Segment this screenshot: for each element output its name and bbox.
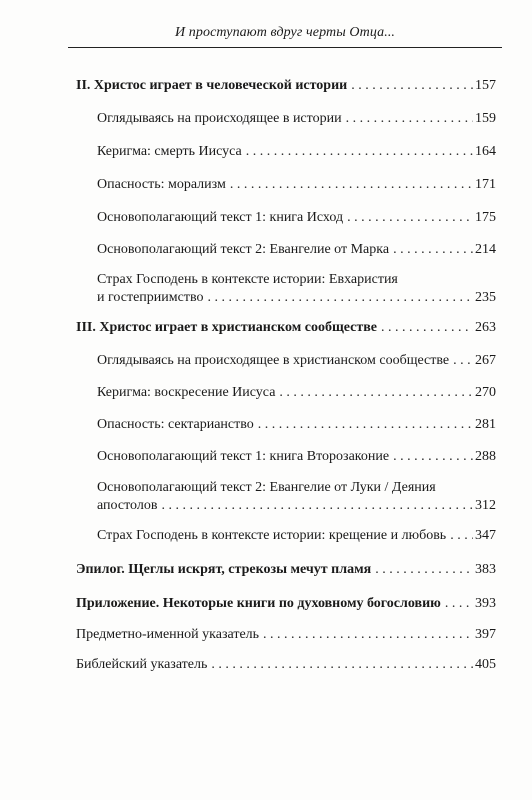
toc-entry-page: 383 [475,562,496,577]
toc-entry-page: 281 [475,417,496,432]
toc-entry[interactable] [97,241,496,259]
dot-leader [279,384,473,402]
toc-entry-title: Опасность: сектарианство [97,417,254,432]
dot-leader [246,143,473,161]
toc-entry-title: III. Христос играет в христианском сообществе [76,320,378,335]
toc-entry-page: 312 [475,498,496,513]
dot-leader [230,176,473,194]
toc-entry-title: Основополагающий текст 1: книга Исход [97,210,344,225]
toc-entry-part-2[interactable] [76,77,496,95]
dot-leader [207,289,473,307]
toc-entry-title: Опасность: морализм [97,177,226,192]
dot-leader [375,561,473,579]
toc-entry-page: 263 [475,320,496,335]
dot-leader [346,110,473,128]
toc-entry[interactable] [97,110,496,128]
toc-entry-title: Приложение. Некоторые книги по духовному богословию [76,596,441,611]
dot-leader [393,241,473,259]
toc-entry-title: Оглядываясь на происходящее в христианском сообществе [97,353,450,368]
toc-entry-title: Страх Господень в контексте истории: крещение и любовь [97,528,447,543]
toc-entry[interactable] [97,479,496,515]
toc-entry[interactable] [97,416,496,434]
toc-entry-page: 270 [475,385,496,400]
toc-entry[interactable] [97,384,496,402]
toc-entry-title-line1: Страх Господень в контексте истории: Евхаристия [97,272,398,287]
toc-entry-page: 214 [475,242,496,257]
toc-entry-title: Основополагающий текст 1: книга Второзаконие [97,449,390,464]
toc-entry-title-line2: и гостеприимство [97,290,204,305]
toc-entry-appendix[interactable] [76,595,496,613]
toc-entry-page: 393 [475,596,496,611]
toc-entry[interactable] [97,527,496,545]
toc-entry-title-line1: Основополагающий текст 2: Евангелие от Луки / Деяния [97,480,436,495]
toc-entry-title: Керигма: смерть Иисуса [97,144,242,159]
toc-entry-part-3[interactable] [76,319,496,337]
toc-entry-title: II. Христос играет в человеческой истории [76,78,348,93]
toc-entry-page: 267 [475,353,496,368]
toc-entry-page: 164 [475,144,496,159]
dot-leader [263,626,473,644]
toc-entry-page: 288 [475,449,496,464]
running-head: И проступают вдруг черты Отца... [174,25,396,40]
toc-entry-title-line2: апостолов [97,498,158,513]
dot-leader [161,497,473,515]
toc-entry-title: Оглядываясь на происходящее в истории [97,111,342,126]
toc-entry-page: 157 [475,78,496,93]
toc-entry-subject-index[interactable] [76,626,496,644]
toc-entry[interactable] [97,143,496,161]
toc-entry-page: 397 [475,627,496,642]
dot-leader [258,416,473,434]
toc-entry[interactable] [97,352,496,370]
toc-entry-bible-index[interactable] [76,656,496,674]
dot-leader [381,319,473,337]
dot-leader [393,448,473,466]
toc-entry[interactable] [97,209,496,227]
toc-entry[interactable] [97,448,496,466]
toc-entry-page: 175 [475,210,496,225]
dot-leader [347,209,473,227]
toc-entry[interactable] [97,176,496,194]
toc-entry-page: 235 [475,290,496,305]
dot-leader [453,352,473,370]
toc-entry-title: Библейский указатель [76,657,208,672]
dot-leader [445,595,473,613]
toc-entry-title: Эпилог. Щеглы искрят, стрекозы мечут пламя [76,562,372,577]
toc-entry[interactable] [97,271,496,307]
toc-entry-page: 171 [475,177,496,192]
toc-entry-epilogue[interactable] [76,561,496,579]
toc-entry-title: Керигма: воскресение Иисуса [97,385,276,400]
dot-leader [450,527,473,545]
dot-leader [351,77,473,95]
toc-entry-title: Предметно-именной указатель [76,627,260,642]
toc-entry-title: Основополагающий текст 2: Евангелие от Марка [97,242,390,257]
dot-leader [211,656,473,674]
toc-entry-page: 347 [475,528,496,543]
toc-entry-page: 159 [475,111,496,126]
toc-entry-page: 405 [475,657,496,672]
